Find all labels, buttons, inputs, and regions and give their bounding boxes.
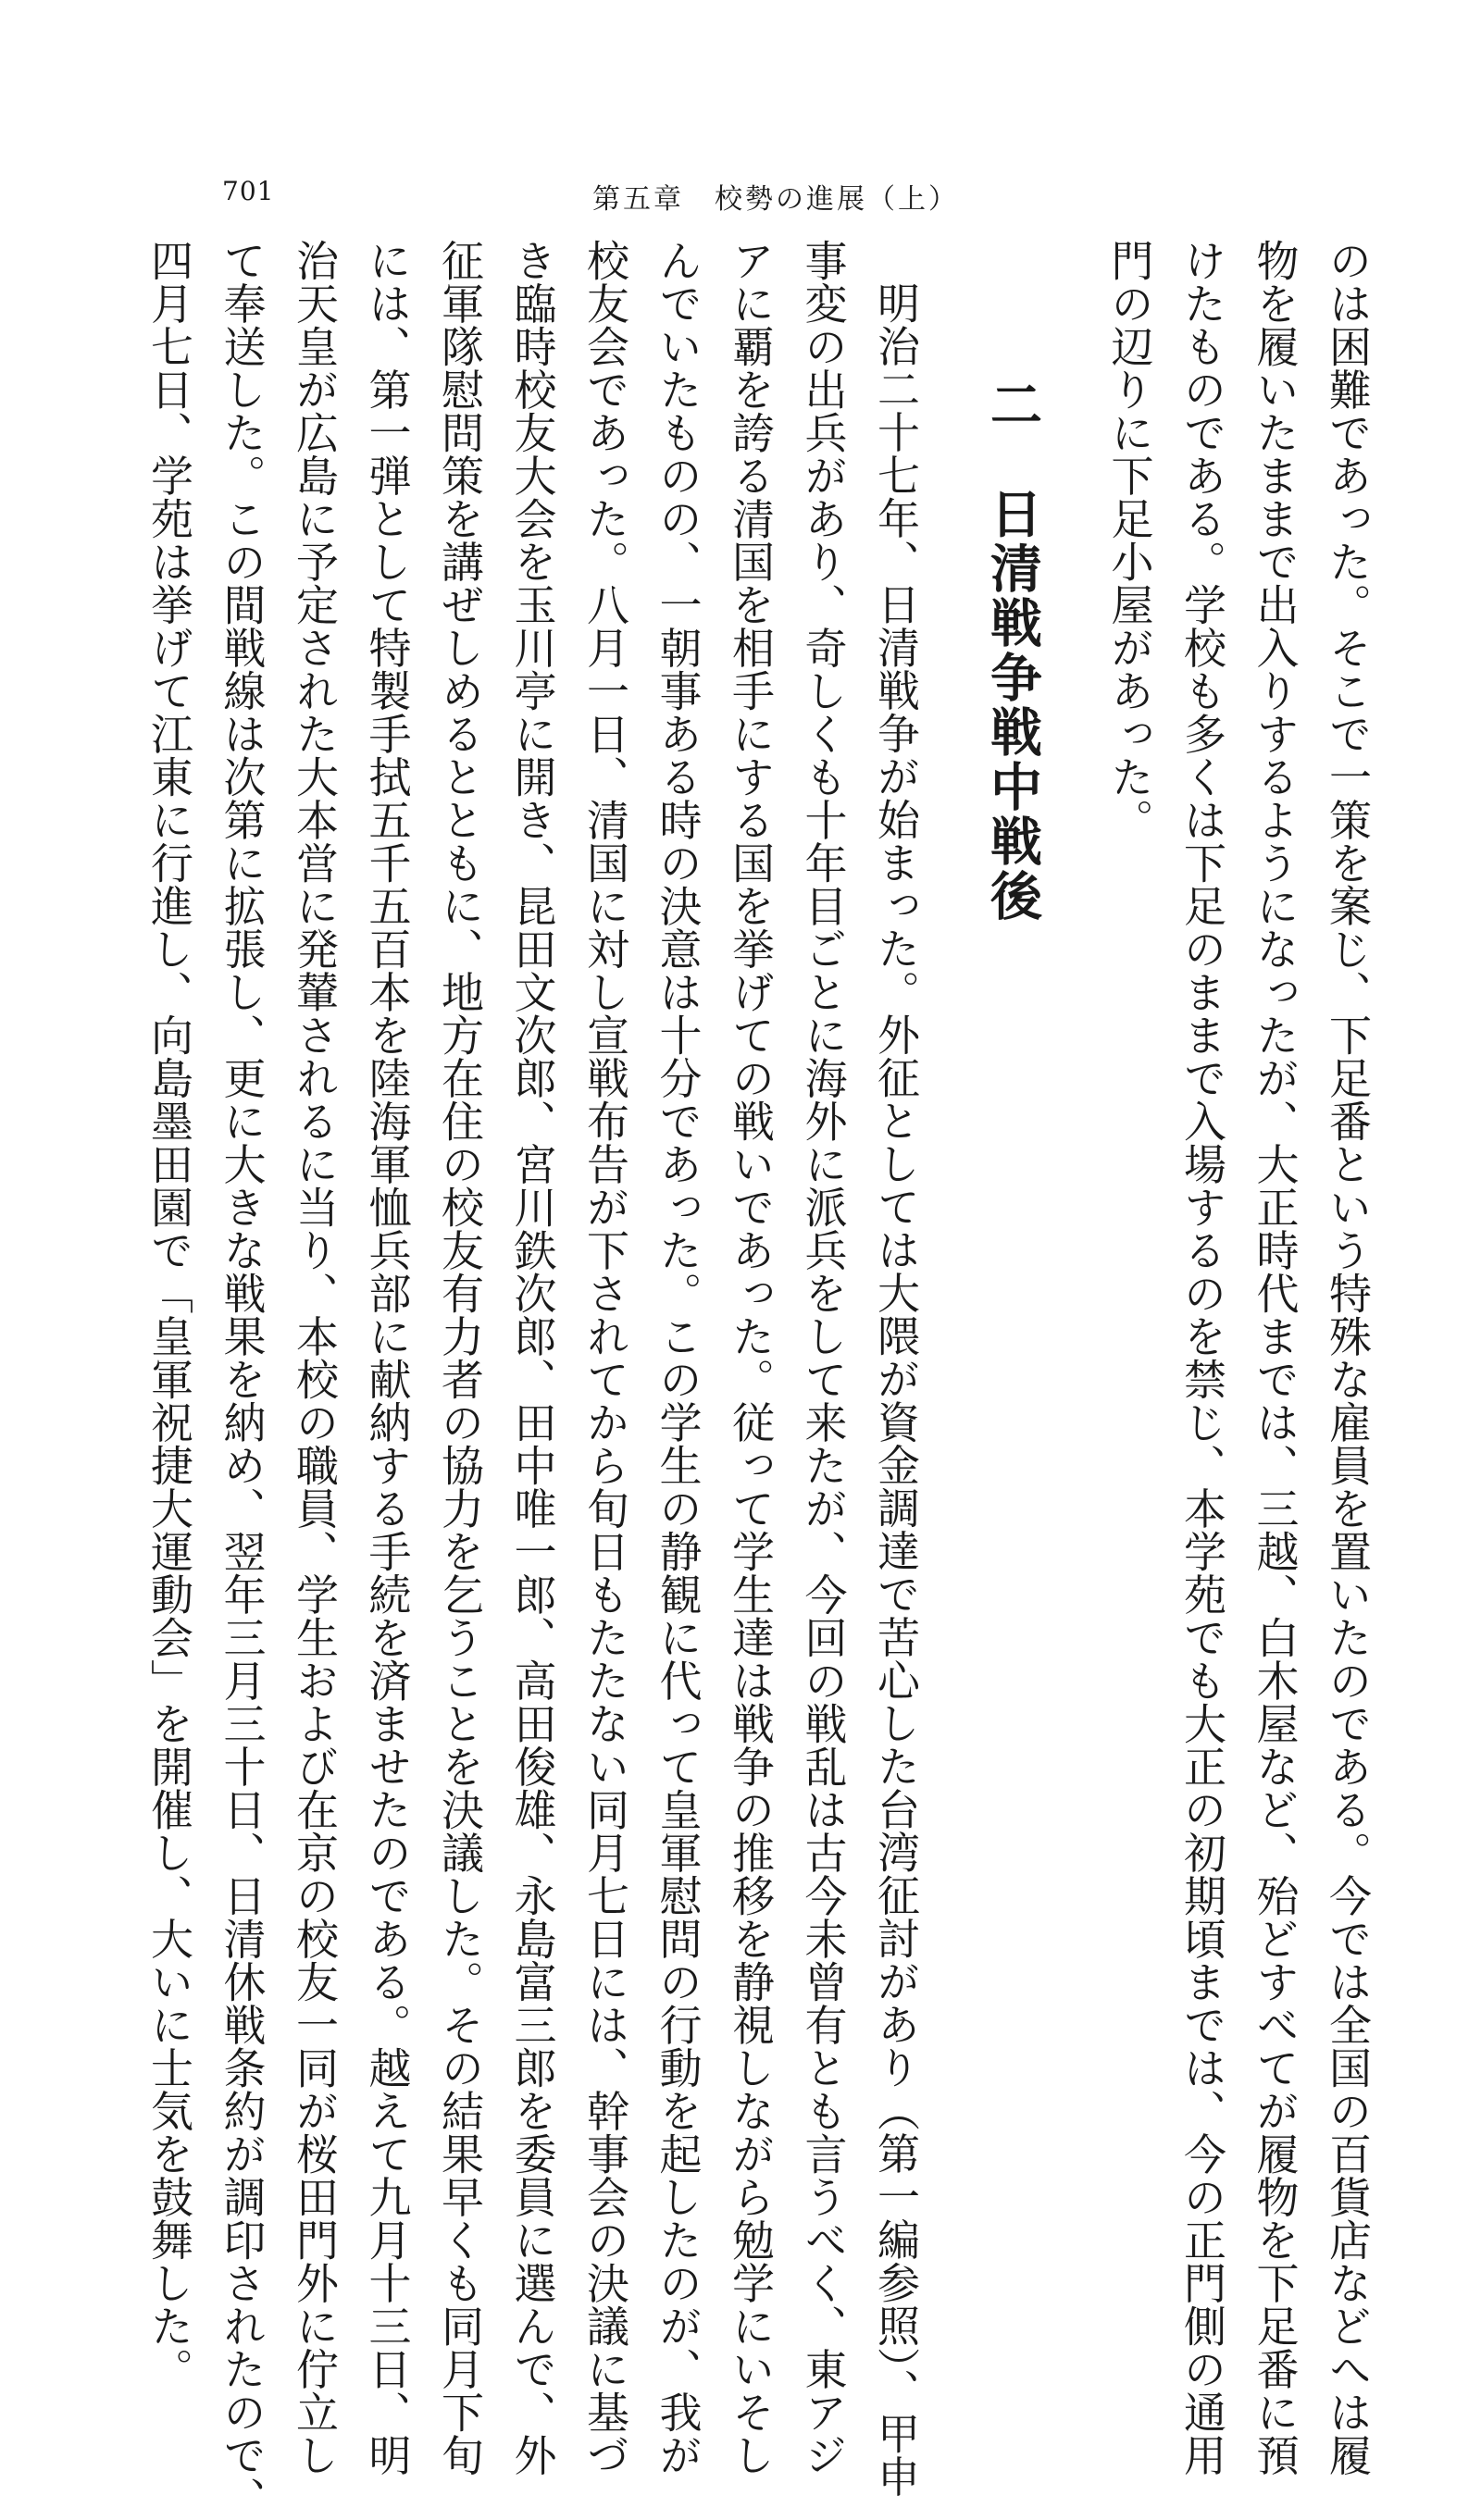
section-heading: [977, 239, 1049, 2053]
text-line: 四月七日、学苑は挙げて江東に行進し、向島墨田園で「皇軍祝捷大運動会」を開催し、大いに士気を鼓舞した。: [144, 239, 194, 2390]
section-number: 二: [982, 378, 1043, 432]
section-paragraph: [133, 239, 933, 2520]
text-line: には、第一弾として特製手拭五千五百本を陸海軍恤兵部に献納する手続を済ませたのである。越えて九月十三日、明: [362, 239, 413, 2477]
text-line: 校友会であった。八月一日、清国に対し宣戦布告が下されてから旬日もたたない同月七日には、幹事会の決議に基づ: [580, 239, 630, 2477]
text-line: 明治二十七年、日清戦争が始まった。外征としては大隈が資金調達で苦心した台湾征討があり（第一編参照）、甲申: [871, 281, 921, 2498]
text-line: 事変の出兵があり、奇しくも十年目ごとに海外に派兵をして来たが、今回の戦乱は古今未曾有とも言うべく、東アジ: [798, 239, 849, 2477]
body-text: [133, 239, 1385, 2520]
page-header: [194, 176, 1259, 216]
text-line: アに覇を誇る清国を相手にする国を挙げての戦いであった。従って学生達は戦争の推移を静視しながら勉学にいそし: [726, 239, 776, 2477]
text-line: んでいたものの、一朝事ある時の決意は十分であった。この学生の静観に代って皇軍慰問の行動を起したのが、我が: [653, 239, 703, 2477]
text-line: 物を履いたままで出入りするようになったが、大正時代までは、三越、白木屋など、殆どすべてが履物を下足番に預: [1250, 239, 1301, 2477]
section-title: 日清戦争戦中戦後: [982, 487, 1043, 924]
text-line: けたものである。学校も多くは下足のままで入場するのを禁じ、本学苑でも大正の初期頃までは、今の正門側の通用: [1177, 239, 1227, 2477]
running-head: 第五章 校勢の進展（上）: [592, 183, 959, 216]
text-line: のは困難であった。そこで一策を案じ、下足番という特殊な雇員を置いたのである。今では全国の百貨店などへは履: [1323, 239, 1373, 2477]
text-line: 門の辺りに下足小屋があった。: [1104, 239, 1155, 841]
text-line: 征軍隊慰問策を講ぜしめるとともに、地方在住の校友有力者の協力を乞うことを決議した。その結果早くも同月下旬: [435, 239, 485, 2477]
text-line: き臨時校友大会を玉川亭に開き、昆田文次郎、宮川鉄次郎、田中唯一郎、高田俊雄、永島富三郎を委員に選んで、外: [507, 239, 558, 2477]
page-number: 701: [222, 176, 275, 206]
text-line: て奉送した。この間戦線は次第に拡張し、更に大きな戦果を納め、翌年三月三十日、日清休戦条約が調印されたので、: [217, 239, 268, 2520]
text-line: 治天皇が広島に予定された大本営に発輦されるに当り、本校の職員、学生および在京の校友一同が桜田門外に佇立し: [290, 239, 340, 2477]
intro-paragraph: [1093, 239, 1384, 2477]
